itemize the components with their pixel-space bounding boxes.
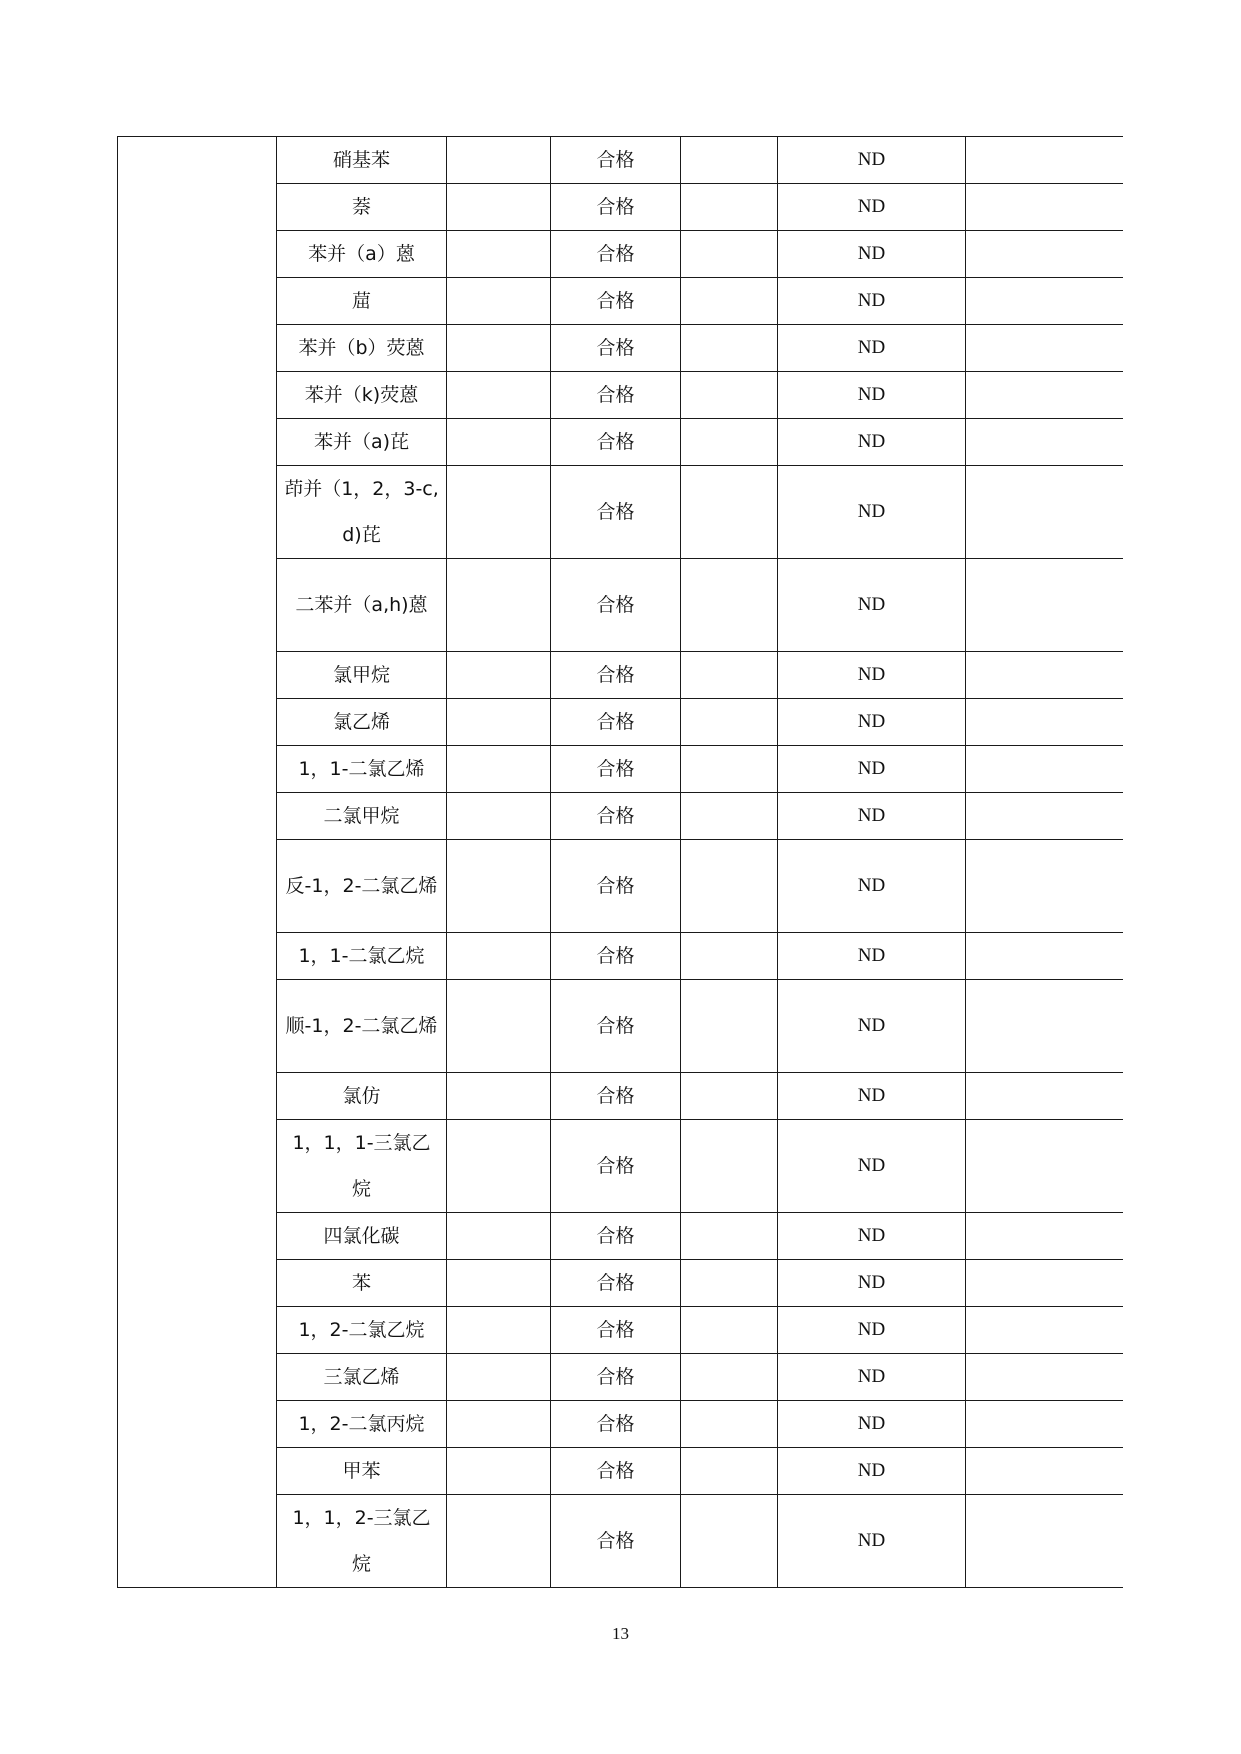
item-name-cell: 䓛 xyxy=(277,278,447,325)
remark-cell xyxy=(966,840,1123,933)
remark-cell xyxy=(966,325,1123,372)
result-cell: 合格 xyxy=(551,652,681,699)
remark-cell xyxy=(966,372,1123,419)
standard-cell xyxy=(447,1073,551,1120)
item-name-cell: 反-1，2-二氯乙烯 xyxy=(277,840,447,933)
item-name-cell: 1，1，1-三氯乙烷 xyxy=(277,1120,447,1213)
item-name-cell: 四氯化碳 xyxy=(277,1213,447,1260)
category-cell xyxy=(118,137,277,1588)
measured-value-cell: ND xyxy=(778,1260,966,1307)
remark-cell xyxy=(966,699,1123,746)
result-cell: 合格 xyxy=(551,933,681,980)
item-name-cell: 茚并（1，2，3-c,d)芘 xyxy=(277,466,447,559)
item-name-cell: 二苯并（a,h)蒽 xyxy=(277,559,447,652)
remark-cell xyxy=(966,559,1123,652)
remark-cell xyxy=(966,278,1123,325)
measured-value-cell: ND xyxy=(778,699,966,746)
result-cell: 合格 xyxy=(551,372,681,419)
item-name-cell: 三氯乙烯 xyxy=(277,1354,447,1401)
standard-cell xyxy=(447,278,551,325)
result-cell: 合格 xyxy=(551,137,681,184)
table-row xyxy=(118,137,1123,184)
result-cell: 合格 xyxy=(551,1401,681,1448)
limit-cell xyxy=(681,1307,778,1354)
measured-value-cell: ND xyxy=(778,419,966,466)
standard-cell xyxy=(447,1448,551,1495)
measured-value-cell: ND xyxy=(778,980,966,1073)
item-name-cell: 苯并（b）荧蒽 xyxy=(277,325,447,372)
limit-cell xyxy=(681,1448,778,1495)
item-name-cell: 甲苯 xyxy=(277,1448,447,1495)
limit-cell xyxy=(681,1495,778,1588)
measured-value-cell: ND xyxy=(778,1401,966,1448)
result-cell: 合格 xyxy=(551,699,681,746)
result-cell: 合格 xyxy=(551,466,681,559)
standard-cell xyxy=(447,1213,551,1260)
measured-value-cell: ND xyxy=(778,325,966,372)
limit-cell xyxy=(681,1213,778,1260)
standard-cell xyxy=(447,419,551,466)
item-name-cell: 氯仿 xyxy=(277,1073,447,1120)
limit-cell xyxy=(681,1120,778,1213)
standard-cell xyxy=(447,184,551,231)
result-cell: 合格 xyxy=(551,419,681,466)
measured-value-cell: ND xyxy=(778,652,966,699)
measured-value-cell: ND xyxy=(778,1448,966,1495)
remark-cell xyxy=(966,231,1123,278)
remark-cell xyxy=(966,1213,1123,1260)
limit-cell xyxy=(681,419,778,466)
result-cell: 合格 xyxy=(551,746,681,793)
results-table-body xyxy=(118,137,1123,1588)
item-name-cell: 1，1-二氯乙烷 xyxy=(277,933,447,980)
remark-cell xyxy=(966,933,1123,980)
limit-cell xyxy=(681,840,778,933)
result-cell: 合格 xyxy=(551,1213,681,1260)
remark-cell xyxy=(966,1401,1123,1448)
remark-cell xyxy=(966,137,1123,184)
limit-cell xyxy=(681,1073,778,1120)
item-name-cell: 萘 xyxy=(277,184,447,231)
result-cell: 合格 xyxy=(551,184,681,231)
measured-value-cell: ND xyxy=(778,1354,966,1401)
result-cell: 合格 xyxy=(551,1307,681,1354)
limit-cell xyxy=(681,933,778,980)
standard-cell xyxy=(447,1307,551,1354)
remark-cell xyxy=(966,980,1123,1073)
standard-cell xyxy=(447,466,551,559)
item-name-cell: 氯乙烯 xyxy=(277,699,447,746)
result-cell: 合格 xyxy=(551,1448,681,1495)
limit-cell xyxy=(681,559,778,652)
measured-value-cell: ND xyxy=(778,231,966,278)
result-cell: 合格 xyxy=(551,1073,681,1120)
standard-cell xyxy=(447,933,551,980)
limit-cell xyxy=(681,372,778,419)
measured-value-cell: ND xyxy=(778,746,966,793)
item-name-cell: 1，2-二氯丙烷 xyxy=(277,1401,447,1448)
measured-value-cell: ND xyxy=(778,184,966,231)
item-name-cell: 1，2-二氯乙烷 xyxy=(277,1307,447,1354)
remark-cell xyxy=(966,1260,1123,1307)
standard-cell xyxy=(447,699,551,746)
result-cell: 合格 xyxy=(551,793,681,840)
result-cell: 合格 xyxy=(551,980,681,1073)
standard-cell xyxy=(447,1495,551,1588)
item-name-cell: 苯并（k)荧蒽 xyxy=(277,372,447,419)
measured-value-cell: ND xyxy=(778,1495,966,1588)
measured-value-cell: ND xyxy=(778,793,966,840)
standard-cell xyxy=(447,1260,551,1307)
limit-cell xyxy=(681,325,778,372)
limit-cell xyxy=(681,980,778,1073)
limit-cell xyxy=(681,746,778,793)
item-name-cell: 苯 xyxy=(277,1260,447,1307)
result-cell: 合格 xyxy=(551,1354,681,1401)
limit-cell xyxy=(681,1260,778,1307)
measured-value-cell: ND xyxy=(778,1307,966,1354)
measured-value-cell: ND xyxy=(778,840,966,933)
remark-cell xyxy=(966,746,1123,793)
item-name-cell: 氯甲烷 xyxy=(277,652,447,699)
result-cell: 合格 xyxy=(551,1495,681,1588)
standard-cell xyxy=(447,980,551,1073)
limit-cell xyxy=(681,184,778,231)
standard-cell xyxy=(447,840,551,933)
remark-cell xyxy=(966,1307,1123,1354)
result-cell: 合格 xyxy=(551,1260,681,1307)
item-name-cell: 1，1，2-三氯乙烷 xyxy=(277,1495,447,1588)
measured-value-cell: ND xyxy=(778,466,966,559)
item-name-cell: 硝基苯 xyxy=(277,137,447,184)
standard-cell xyxy=(447,231,551,278)
measured-value-cell: ND xyxy=(778,278,966,325)
result-cell: 合格 xyxy=(551,1120,681,1213)
standard-cell xyxy=(447,372,551,419)
limit-cell xyxy=(681,1401,778,1448)
standard-cell xyxy=(447,325,551,372)
measured-value-cell: ND xyxy=(778,1213,966,1260)
measured-value-cell: ND xyxy=(778,933,966,980)
item-name-cell: 二氯甲烷 xyxy=(277,793,447,840)
results-table xyxy=(117,136,1123,1588)
remark-cell xyxy=(966,1448,1123,1495)
limit-cell xyxy=(681,278,778,325)
remark-cell xyxy=(966,1073,1123,1120)
item-name-cell: 苯并（a）蒽 xyxy=(277,231,447,278)
remark-cell xyxy=(966,1354,1123,1401)
item-name-cell: 1，1-二氯乙烯 xyxy=(277,746,447,793)
standard-cell xyxy=(447,1354,551,1401)
remark-cell xyxy=(966,419,1123,466)
limit-cell xyxy=(681,466,778,559)
page-number: 13 xyxy=(612,1624,629,1643)
item-name-cell: 顺-1，2-二氯乙烯 xyxy=(277,980,447,1073)
item-name-cell: 苯并（a)芘 xyxy=(277,419,447,466)
remark-cell xyxy=(966,652,1123,699)
remark-cell xyxy=(966,184,1123,231)
standard-cell xyxy=(447,559,551,652)
standard-cell xyxy=(447,746,551,793)
remark-cell xyxy=(966,1495,1123,1588)
standard-cell xyxy=(447,793,551,840)
measured-value-cell: ND xyxy=(778,1073,966,1120)
result-cell: 合格 xyxy=(551,325,681,372)
limit-cell xyxy=(681,793,778,840)
limit-cell xyxy=(681,1354,778,1401)
standard-cell xyxy=(447,1401,551,1448)
remark-cell xyxy=(966,793,1123,840)
result-cell: 合格 xyxy=(551,278,681,325)
result-cell: 合格 xyxy=(551,559,681,652)
measured-value-cell: ND xyxy=(778,372,966,419)
limit-cell xyxy=(681,699,778,746)
remark-cell xyxy=(966,1120,1123,1213)
limit-cell xyxy=(681,652,778,699)
standard-cell xyxy=(447,137,551,184)
measured-value-cell: ND xyxy=(778,1120,966,1213)
measured-value-cell: ND xyxy=(778,559,966,652)
limit-cell xyxy=(681,231,778,278)
result-cell: 合格 xyxy=(551,231,681,278)
standard-cell xyxy=(447,1120,551,1213)
measured-value-cell: ND xyxy=(778,137,966,184)
standard-cell xyxy=(447,652,551,699)
limit-cell xyxy=(681,137,778,184)
remark-cell xyxy=(966,466,1123,559)
result-cell: 合格 xyxy=(551,840,681,933)
